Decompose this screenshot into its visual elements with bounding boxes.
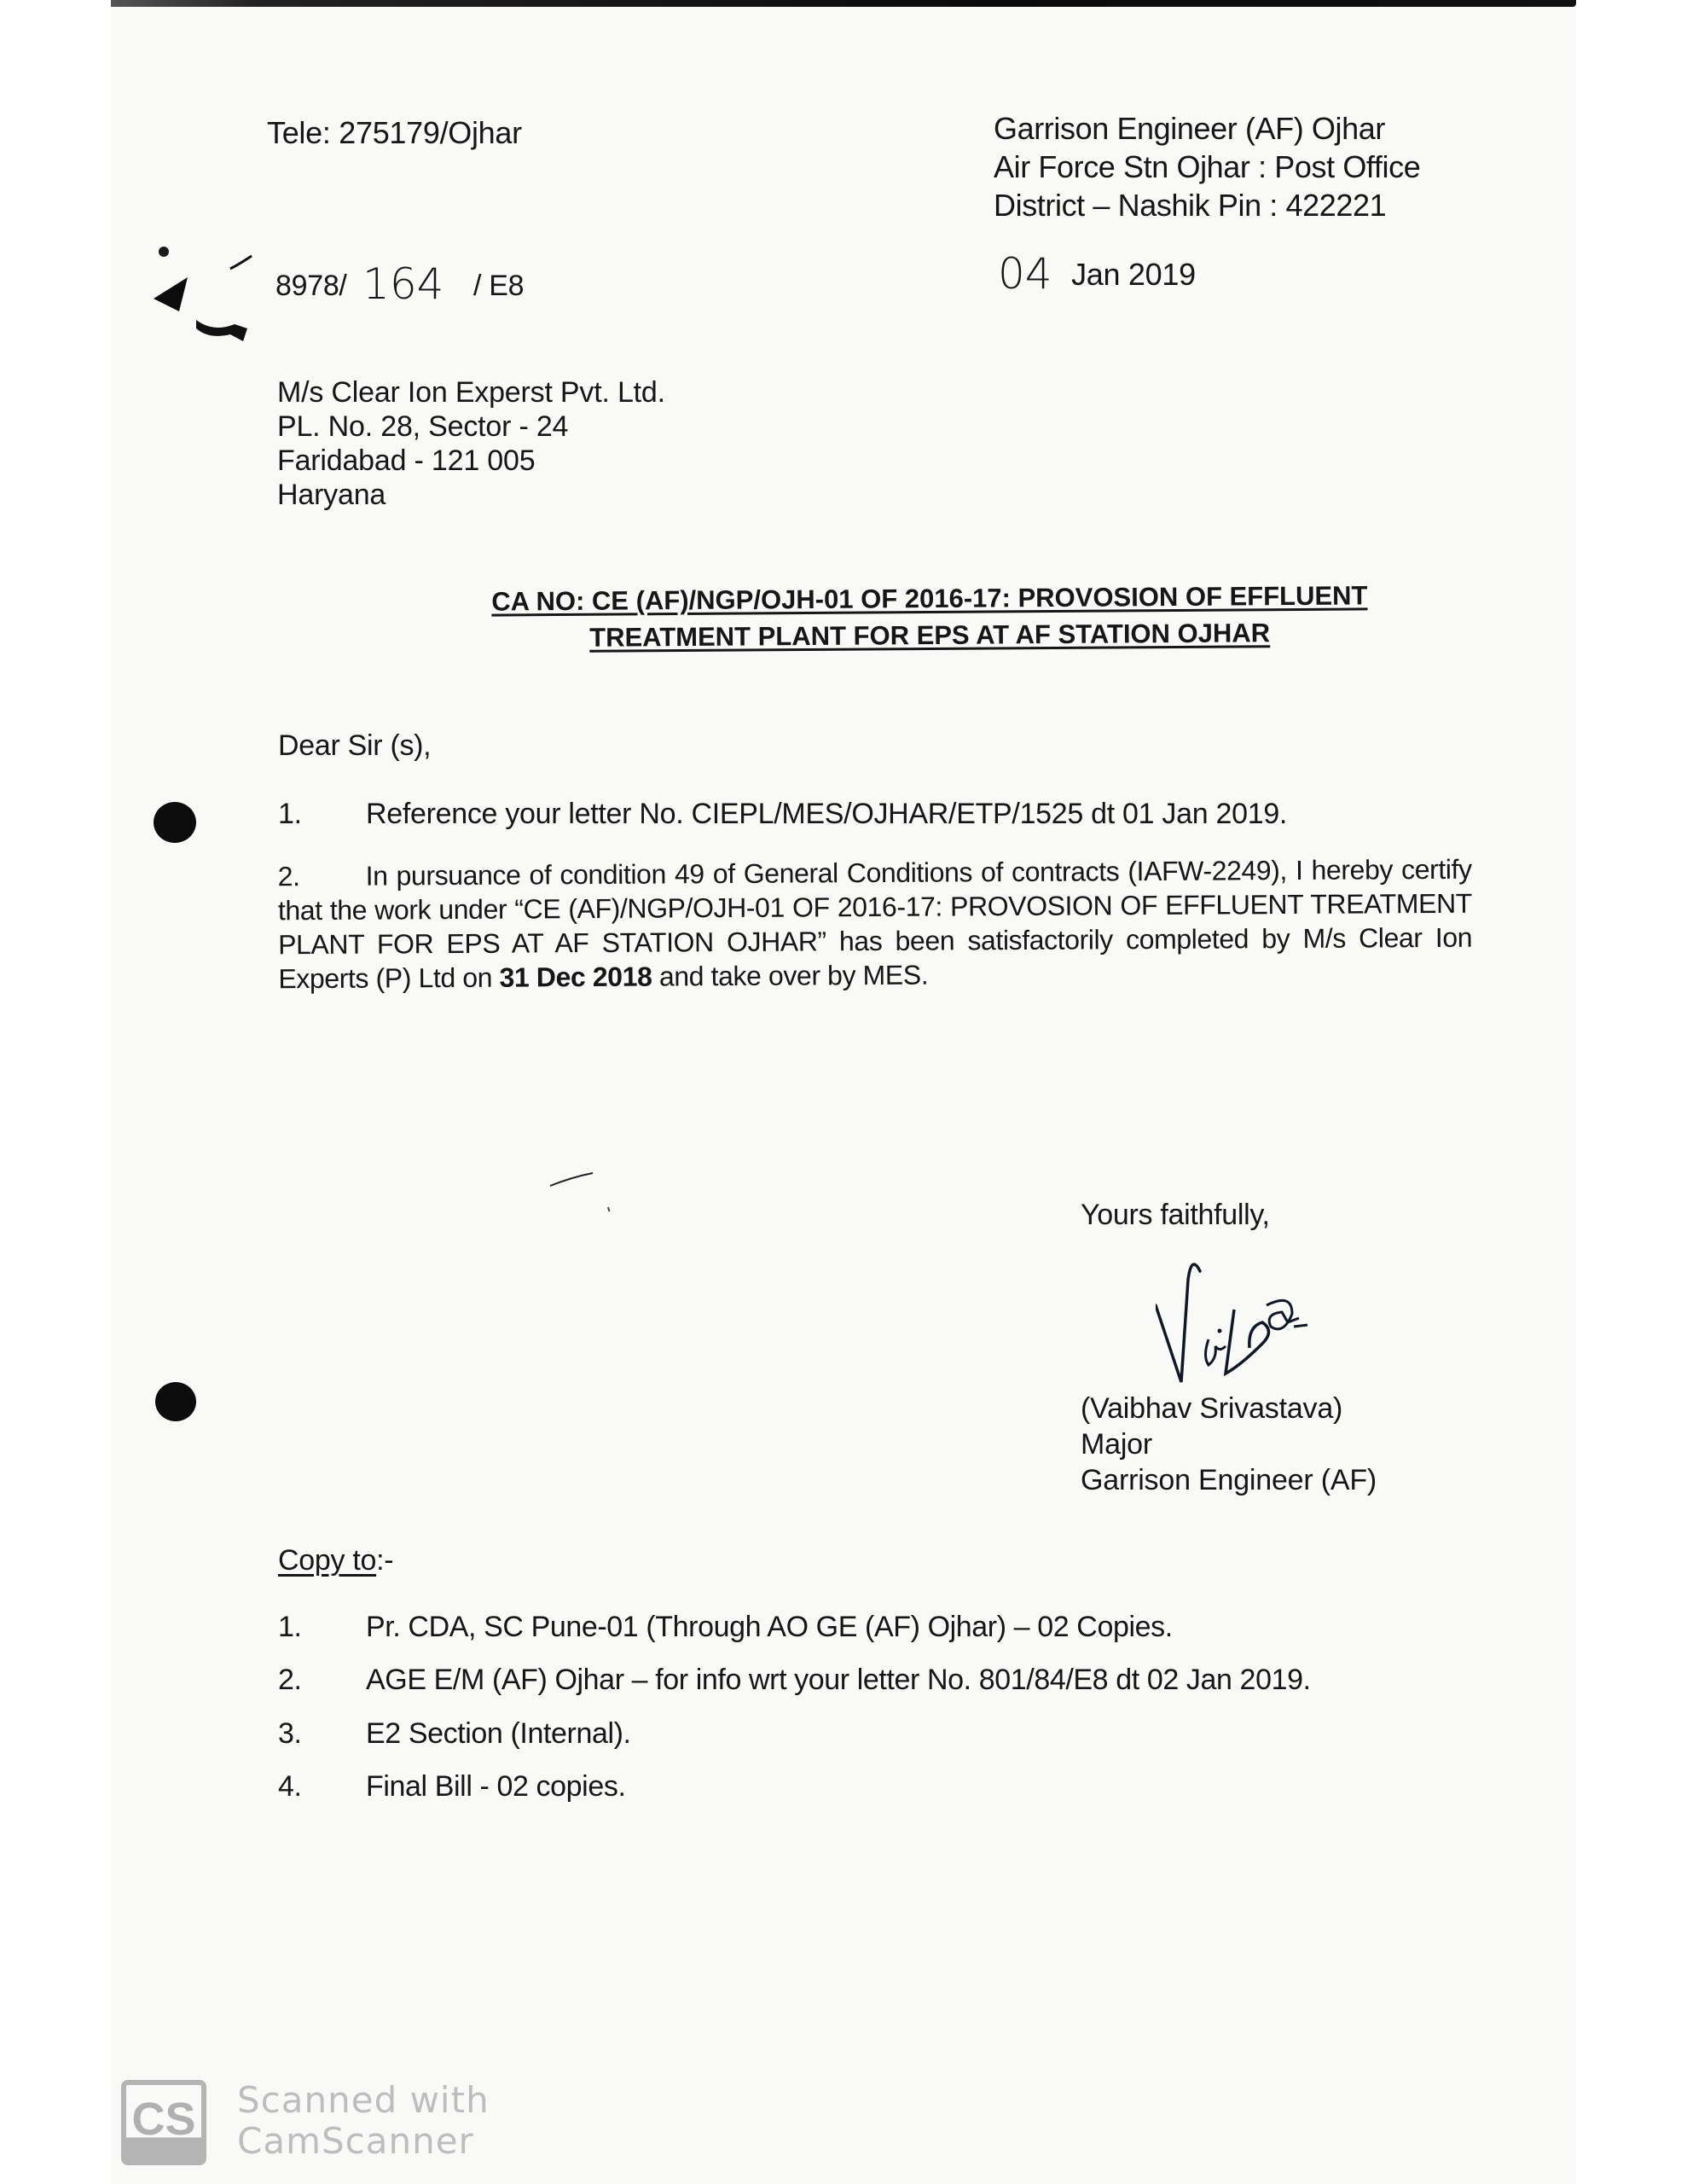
reference-handwritten-number: 164: [362, 259, 444, 309]
ink-smudge-decoration: [102, 239, 273, 350]
signatory-rank: Major: [1081, 1428, 1153, 1461]
addressee-block: [277, 375, 665, 512]
office-address: [994, 109, 1420, 224]
item-number: 1.: [278, 1611, 302, 1643]
reference-suffix: / E8: [472, 270, 525, 302]
letter-date: [998, 249, 1196, 299]
office-line: Garrison Engineer (AF) Ojhar: [994, 111, 1385, 146]
copy-to-item: [278, 1717, 631, 1751]
item-text: E2 Section (Internal).: [366, 1717, 631, 1750]
item-text: Pr. CDA, SC Pune-01 (Through AO GE (AF) Ojhar) – 02 Copies.: [366, 1611, 1173, 1643]
completion-date: 31 Dec 2018: [499, 961, 652, 993]
paragraph-1: [278, 798, 1287, 831]
addressee-line: Haryana: [277, 479, 386, 511]
valediction: Yours faithfully,: [1081, 1199, 1270, 1231]
copy-to-item: [278, 1770, 626, 1804]
salutation: Dear Sir (s),: [278, 729, 432, 762]
paragraph-2: [278, 852, 1473, 996]
camscanner-logo-icon: CS: [121, 2080, 206, 2165]
stray-pen-mark: [546, 1160, 631, 1211]
telephone-line: Tele: 275179/Ojhar: [267, 115, 522, 150]
copy-to-heading: [278, 1544, 393, 1577]
signatory-block: [1081, 1391, 1377, 1498]
watermark-line-2: CamScanner: [237, 2120, 474, 2162]
reference-prefix: 8978/: [275, 270, 347, 302]
date-handwritten-day: 04: [998, 249, 1052, 299]
punch-hole-mark: [155, 1382, 196, 1421]
copy-to-suffix: :-: [376, 1544, 394, 1577]
paragraph-number: 1.: [278, 798, 302, 830]
addressee-line: PL. No. 28, Sector - 24: [277, 410, 569, 443]
punch-hole-mark: [154, 802, 196, 843]
paragraph-text: Reference your letter No. CIEPL/MES/OJHAR/ETP/1525 dt 01 Jan 2019.: [366, 798, 1288, 830]
subject-line-1: CA NO: CE (AF)/NGP/OJH-01 OF 2016-17: PROVOSION OF EFFLUENT: [491, 580, 1368, 617]
signatory-designation: Garrison Engineer (AF): [1081, 1464, 1377, 1496]
scan-top-edge: [111, 0, 1576, 7]
addressee-line: M/s Clear Ion Experst Pvt. Ltd.: [277, 376, 665, 409]
date-month-year: Jan 2019: [1071, 257, 1196, 292]
paragraph-text-end: and take over by MES.: [652, 959, 929, 992]
office-line: District – Nashik Pin : 422221: [994, 188, 1387, 223]
camscanner-watermark: [237, 2080, 490, 2162]
copy-to-item: [278, 1611, 1173, 1644]
item-number: 4.: [278, 1770, 302, 1803]
copy-to-item: [278, 1664, 1311, 1697]
item-text: AGE E/M (AF) Ojhar – for info wrt your letter No. 801/84/E8 dt 02 Jan 2019.: [366, 1664, 1311, 1696]
paragraph-text: In pursuance of condition 49 of General Conditions of contracts (IAFW-2249), I hereby certify that the work under “CE (AF)/NGP/OJH-01 OF 2016-17: PROVOSION OF EFFLUENT TREATMENT PLANT FOR EPS AT AF STATION OJHAR” has been satisfactorily completed by M/s Clear Ion Experts (P) Ltd on: [277, 853, 1473, 995]
reference-number: [275, 256, 525, 309]
copy-to-label: Copy to: [278, 1544, 377, 1577]
office-line: Air Force Stn Ojhar : Post Office: [994, 149, 1421, 184]
watermark-line-1: Scanned with: [237, 2079, 490, 2121]
signatory-name: (Vaibhav Srivastava): [1081, 1392, 1343, 1425]
subject-line-2: TREATMENT PLANT FOR EPS AT AF STATION OJHAR: [589, 618, 1271, 653]
signature-image: [1156, 1246, 1343, 1399]
item-text: Final Bill - 02 copies.: [366, 1770, 626, 1803]
item-number: 2.: [278, 1664, 302, 1696]
scanned-letter-page: [111, 0, 1576, 2184]
paragraph-number: 2.: [277, 861, 300, 892]
addressee-line: Faridabad - 121 005: [277, 444, 536, 477]
subject-heading: [418, 577, 1442, 657]
item-number: 3.: [278, 1717, 302, 1750]
